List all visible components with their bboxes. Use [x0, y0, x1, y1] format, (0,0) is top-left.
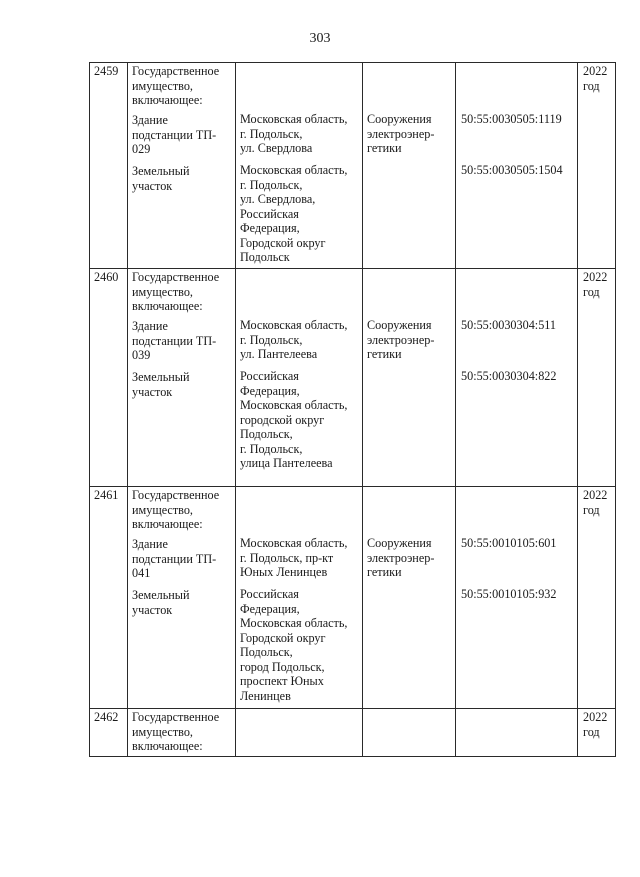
year-cell: [578, 63, 616, 269]
property-registry-table: [89, 62, 616, 757]
object-type: [363, 586, 455, 707]
object-address: Российская Федерация, Московская область, городской округ Подольск, г. Подольск, улица Пантелеева: [240, 369, 348, 470]
year-value: 2022 год: [583, 270, 608, 299]
year-value: 2022 год: [583, 488, 608, 517]
object-heading: Государственное имущество, включающее:: [132, 270, 220, 313]
object-address: Московская область, г. Подольск, пр-кт Юных Ленинцев: [240, 536, 348, 579]
object-item-name: Здание подстанции ТП- 041: [132, 537, 217, 580]
object-item-name: Земельный участок: [132, 588, 190, 617]
row-number: 2459: [94, 64, 119, 78]
object-type-cell: [363, 709, 456, 757]
year-cell: [578, 709, 616, 757]
address-cell: [236, 487, 363, 709]
row-number: 2460: [94, 270, 119, 284]
table-row: [90, 487, 616, 709]
row-number: 2462: [94, 710, 119, 724]
object-address: Московская область, г. Подольск, ул. Свердлова, Российская Федерация, Городской округ Подольск: [240, 163, 348, 264]
object-name-cell: [128, 487, 236, 709]
year-value: 2022 год: [583, 710, 608, 739]
object-name-cell: [128, 709, 236, 757]
object-heading: Государственное имущество, включающее:: [132, 64, 220, 107]
year-value: 2022 год: [583, 64, 608, 93]
object-type: [363, 368, 455, 485]
cadastral-number-cell: [456, 63, 578, 269]
cadastral-number: 50:55:0030304:822: [461, 369, 557, 383]
object-heading: Государственное имущество, включающее:: [132, 710, 220, 753]
object-item-name: Здание подстанции ТП- 029: [132, 113, 217, 156]
year-cell: [578, 487, 616, 709]
object-type: Сооружения электроэнер- гетики: [367, 112, 435, 155]
cadastral-number: 50:55:0030304:511: [461, 318, 557, 332]
page-number: 303: [309, 31, 331, 46]
object-name-cell: [128, 269, 236, 487]
cadastral-number: 50:55:0010105:932: [461, 587, 557, 601]
address-cell: [236, 63, 363, 269]
object-type: Сооружения электроэнер- гетики: [367, 536, 435, 579]
table-row: [90, 709, 616, 757]
row-number-cell: [90, 63, 128, 269]
year-cell: [578, 269, 616, 487]
object-heading: Государственное имущество, включающее:: [132, 488, 220, 531]
object-item-name: Земельный участок: [132, 370, 190, 399]
row-number-cell: [90, 269, 128, 487]
table-row: [90, 63, 616, 269]
object-address: Московская область, г. Подольск, ул. Пантелеева: [240, 318, 348, 361]
object-type-cell: [363, 63, 456, 269]
row-number-cell: [90, 709, 128, 757]
row-number-cell: [90, 487, 128, 709]
cadastral-number-cell: [456, 709, 578, 757]
cadastral-number: 50:55:0030505:1504: [461, 163, 563, 177]
object-name-cell: [128, 63, 236, 269]
cadastral-number: 50:55:0030505:1119: [461, 112, 562, 126]
table-row: [90, 269, 616, 487]
cadastral-number-cell: [456, 487, 578, 709]
object-type: Сооружения электроэнер- гетики: [367, 318, 435, 361]
object-item-name: Земельный участок: [132, 164, 190, 193]
address-cell: [236, 709, 363, 757]
object-type-cell: [363, 487, 456, 709]
address-cell: [236, 269, 363, 487]
object-address: Российская Федерация, Московская область, Городской округ Подольск, город Подольск, проспект Юных Ленинцев: [240, 587, 348, 703]
row-number: 2461: [94, 488, 119, 502]
object-address: Московская область, г. Подольск, ул. Свердлова: [240, 112, 348, 155]
object-type: [363, 162, 455, 267]
object-item-name: Здание подстанции ТП- 039: [132, 319, 217, 362]
cadastral-number-cell: [456, 269, 578, 487]
cadastral-number: 50:55:0010105:601: [461, 536, 557, 550]
object-type-cell: [363, 269, 456, 487]
